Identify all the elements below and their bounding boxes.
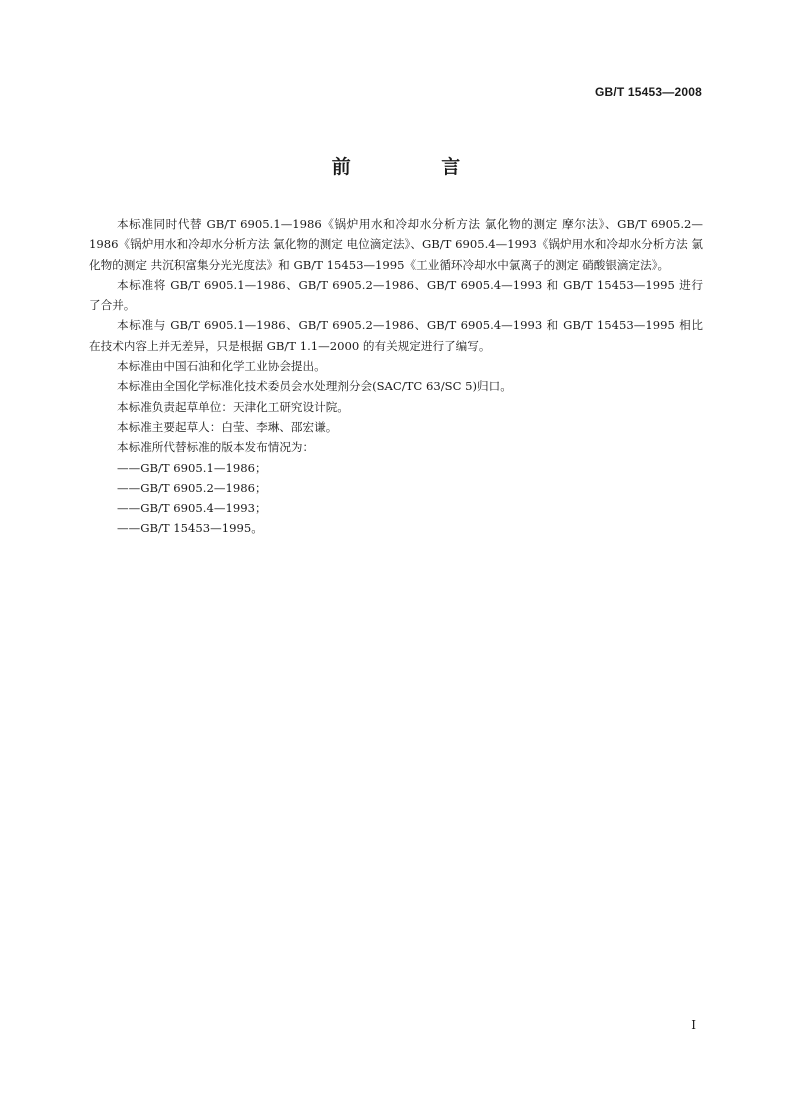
paragraph-centralized: 本标准由全国化学标准化技术委员会水处理剂分会(SAC/TC 63/SC 5)归口。 [117, 379, 512, 394]
list-item: ——GB/T 15453—1995。 [117, 521, 263, 536]
paragraph-history-intro: 本标准所代替标准的版本发布情况为： [117, 440, 315, 455]
foreword-body [89, 214, 703, 539]
paragraph-merge: 本标准将 GB/T 6905.1—1986、GB/T 6905.2—1986、GB/T 6905.4—1993 和 GB/T 15453—1995 进行了合并。 [89, 277, 703, 313]
list-item: ——GB/T 6905.4—1993； [117, 501, 267, 516]
list-item: ——GB/T 6905.2—1986； [117, 480, 267, 495]
standard-code: GB/T 15453—2008 [594, 85, 702, 99]
paragraph-replacement: 本标准同时代替 GB/T 6905.1—1986《锅炉用水和冷却水分析方法 氯化物的测定 摩尔法》、GB/T 6905.2—1986《锅炉用水和冷却水分析方法 氯化物的测定 电位滴定法》、GB/T 6905.4—1993《锅炉用水和冷却水分析方法 氯化物的测定 共沉积富集分光光度法》和 GB/T 15453—1995《工业循环冷却水中氯离子的测定 硝酸银滴定法》。 [89, 217, 703, 272]
page-title: 前 言 [331, 156, 503, 178]
paragraph-proposer: 本标准由中国石油和化学工业协会提出。 [117, 359, 326, 374]
page-number: I [691, 1018, 696, 1032]
paragraph-differences: 本标准与 GB/T 6905.1—1986、GB/T 6905.2—1986、GB/T 6905.4—1993 和 GB/T 15453—1995 相比在技术内容上并无差异，只是根据 GB/T 1.1—2000 的有关规定进行了编写。 [89, 318, 703, 353]
paragraph-drafting-unit: 本标准负责起草单位：天津化工研究设计院。 [117, 399, 349, 414]
paragraph-drafters: 本标准主要起草人：白莹、李琳、邵宏谦。 [117, 419, 338, 434]
list-item: ——GB/T 6905.1—1986； [117, 460, 267, 475]
